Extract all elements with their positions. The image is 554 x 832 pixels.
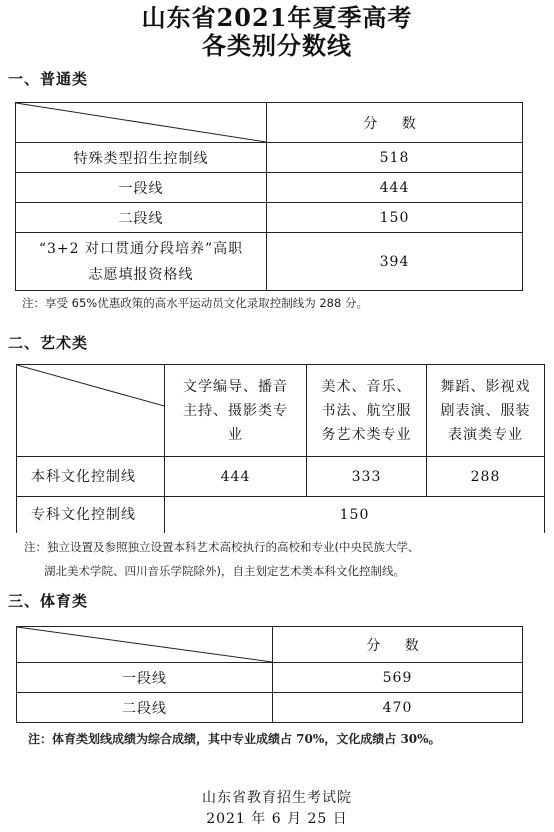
row-label: 二段线: [17, 693, 273, 723]
section-heading-general: 一、普通类: [8, 70, 89, 88]
section-heading-sports: 三、体育类: [8, 592, 89, 610]
row-label-line: “3+2 对口贯通分段培养”高职: [38, 240, 244, 257]
header-line: 业: [228, 426, 243, 443]
row-label: 特殊类型招生控制线: [16, 143, 267, 173]
issuer-name: 山东省教育招生考试院: [202, 790, 352, 806]
art-note-line: 湖北美术学院、四川音乐学院除外)，自主划定艺术类本科文化控制线。: [44, 564, 405, 578]
row-label: 专科文化控制线: [17, 497, 165, 533]
sports-note: 注：体育类划线成绩为综合成绩，其中专业成绩占 70%，文化成绩占 30%。: [28, 732, 441, 746]
row-label: 本科文化控制线: [17, 457, 165, 497]
row-value: 150: [165, 497, 545, 533]
row-label: 二段线: [16, 203, 267, 233]
header-line: 舞蹈、影视戏: [440, 378, 531, 395]
art-note-line: 注：独立设置及参照独立设置本科艺术高校执行的高校和专业(中央民族大学、: [24, 540, 420, 554]
art-category-header: [307, 365, 427, 457]
header-line: 书法、航空服: [321, 402, 412, 419]
row-value: 518: [267, 143, 523, 173]
page-subtitle: 各类别分数线: [202, 31, 352, 60]
row-value: 288: [427, 457, 545, 497]
score-header: 分 数: [267, 103, 523, 143]
row-value: 444: [165, 457, 307, 497]
header-line: 剧表演、服装: [440, 402, 531, 419]
diagonal-header-cell: [17, 627, 273, 663]
diagonal-header-cell: [17, 365, 165, 457]
row-value: 150: [267, 203, 523, 233]
row-value: 569: [273, 663, 523, 693]
score-header: 分 数: [273, 627, 523, 663]
issue-date: 2021 年 6 月 25 日: [206, 811, 348, 827]
header-line: 主持、摄影类专: [183, 402, 288, 419]
header-line: 务艺术类专业: [321, 426, 412, 443]
row-value: 394: [267, 233, 523, 291]
header-line: 文学编导、播音: [183, 378, 288, 395]
general-table: [15, 102, 523, 291]
row-value: 333: [307, 457, 427, 497]
row-label: [16, 233, 267, 291]
diagonal-header-cell: [16, 103, 267, 143]
page-title: 山东省2021年夏季高考: [141, 3, 413, 32]
row-value: 444: [267, 173, 523, 203]
header-line: 表演类专业: [448, 426, 523, 443]
art-category-header: [427, 365, 545, 457]
row-label-line: 志愿填报资格线: [88, 266, 194, 283]
header-line: 美术、音乐、: [321, 378, 412, 395]
row-value: 470: [273, 693, 523, 723]
section-heading-art: 二、艺术类: [8, 334, 89, 352]
row-label: 一段线: [16, 173, 267, 203]
row-label: 一段线: [17, 663, 273, 693]
art-category-header: [165, 365, 307, 457]
general-note: 注：享受 65%优惠政策的高水平运动员文化录取控制线为 288 分。: [22, 296, 368, 310]
sports-table: [16, 626, 523, 723]
art-table: [16, 364, 545, 533]
